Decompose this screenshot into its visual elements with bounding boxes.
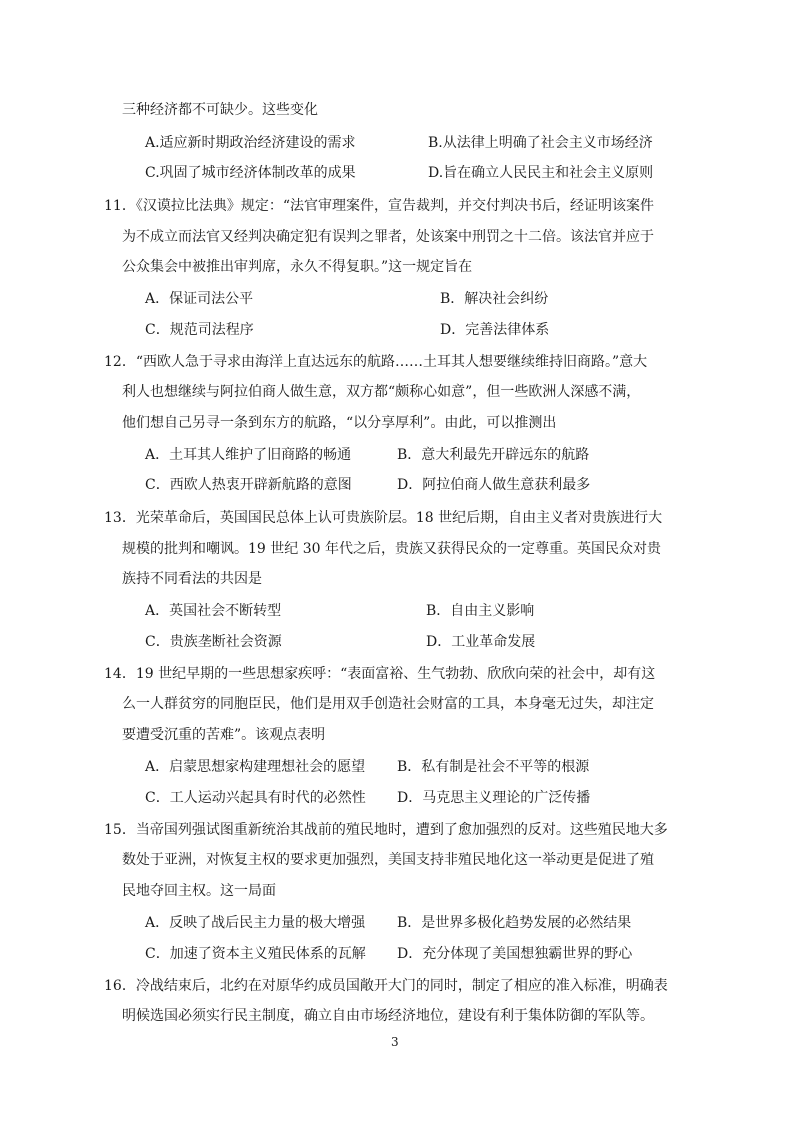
q16-stem-line-1: 16．冷战结束后，北约在对原华约成员国敞开大门的同时，制定了相应的准入标准，明确表	[104, 978, 668, 994]
q13-stem-line-3: 族持不同看法的共因是	[122, 571, 262, 587]
q12-stem-line-1: 12．“西欧人急于寻求由海洋上直达远东的航路……土耳其人想要继续维持旧商路。”意大	[104, 354, 648, 370]
page-number: 3	[391, 1035, 399, 1049]
q11-option-b: B．解决社会纠纷	[440, 291, 549, 307]
q11-option-a: A．保证司法公平	[145, 291, 254, 307]
q11-stem-line-2: 为不成立而法官又经判决确定犯有误判之罪者，处该案中刑罚之十二倍。该法官并应于	[122, 229, 654, 245]
q12-stem-line-3: 他们想自己另寻一条到东方的航路，“以分享厚利”。由此，可以推测出	[122, 415, 557, 431]
q14-stem-line-3: 要遭受沉重的苦难”。该观点表明	[122, 727, 326, 743]
q11-option-d: D．完善法律体系	[440, 322, 550, 338]
q13-stem-line-2: 规模的批判和嘲讽。19 世纪 30 年代之后，贵族又获得民众的一定尊重。英国民众对贵	[122, 541, 661, 557]
q15-option-b: B．是世界多极化趋势发展的必然结果	[397, 915, 632, 931]
q10-text-cont: 三种经济都不可缺少。这些变化	[122, 102, 318, 118]
q11-option-c: C．规范司法程序	[145, 322, 254, 338]
q14-option-b: B．私有制是社会不平等的根源	[397, 759, 590, 775]
q15-stem-line-2: 数处于亚洲，对恢复主权的要求更加强烈，美国支持非殖民地化这一举动更是促进了殖	[122, 852, 654, 868]
q13-stem-line-1: 13．光荣革命后，英国国民总体上认可贵族阶层。18 世纪后期，自由主义者对贵族进行大	[104, 510, 663, 526]
q15-option-d: D．充分体现了美国想独霸世界的野心	[397, 946, 633, 962]
q12-stem-line-2: 利人也想继续与阿拉伯商人做生意，双方都“颇称心如意”，但一些欧洲人深感不满，	[122, 384, 641, 400]
q12-option-b: B．意大利最先开辟远东的航路	[397, 447, 590, 463]
q14-stem-line-2: 么一人群贫穷的同胞臣民，他们是用双手创造社会财富的工具，本身毫无过失，却注定	[122, 696, 654, 712]
q13-option-a: A．英国社会不断转型	[145, 603, 282, 619]
q15-stem-line-3: 民地夺回主权。这一局面	[122, 883, 276, 899]
q11-stem-line-1: 11．《汉谟拉比法典》规定：“法官审理案件，宣告裁判，并交付判决书后，经证明该案件	[104, 198, 654, 214]
q10-option-d: D.旨在确立人民民主和社会主义原则	[428, 165, 654, 181]
q12-option-a: A．土耳其人维护了旧商路的畅通	[145, 447, 352, 463]
q14-option-c: C．工人运动兴起具有时代的必然性	[145, 790, 366, 806]
q11-stem-line-3: 公众集会中被推出审判席，永久不得复职。”这一规定旨在	[122, 259, 473, 275]
q10-option-b: B.从法律上明确了社会主义市场经济	[428, 135, 653, 151]
q15-option-c: C．加速了资本主义殖民体系的瓦解	[145, 946, 366, 962]
q12-option-c: C．西欧人热衷开辟新航路的意图	[145, 477, 352, 493]
q15-option-a: A．反映了战后民主力量的极大增强	[145, 915, 366, 931]
q13-option-c: C．贵族垄断社会资源	[145, 634, 282, 650]
q14-option-d: D．马克思主义理论的广泛传播	[397, 790, 591, 806]
q14-option-a: A．启蒙思想家构建理想社会的愿望	[145, 759, 366, 775]
q13-option-b: B．自由主义影响	[426, 603, 535, 619]
q15-stem-line-1: 15．当帝国列强试图重新统治其战前的殖民地时，遭到了愈加强烈的反对。这些殖民地大多	[104, 822, 668, 838]
q16-stem-line-2: 明候选国必须实行民主制度，确立自由市场经济地位，建设有利于集体防御的军队等。	[122, 1008, 654, 1024]
q13-option-d: D．工业革命发展	[426, 634, 536, 650]
q14-stem-line-1: 14．19 世纪早期的一些思想家疾呼：“表面富裕、生气勃勃、欣欣向荣的社会中，却有这	[104, 666, 656, 682]
q10-option-c: C.巩固了城市经济体制改革的成果	[145, 165, 356, 181]
q12-option-d: D．阿拉伯商人做生意获利最多	[397, 477, 591, 493]
q10-option-a: A.适应新时期政治经济建设的需求	[145, 135, 356, 151]
